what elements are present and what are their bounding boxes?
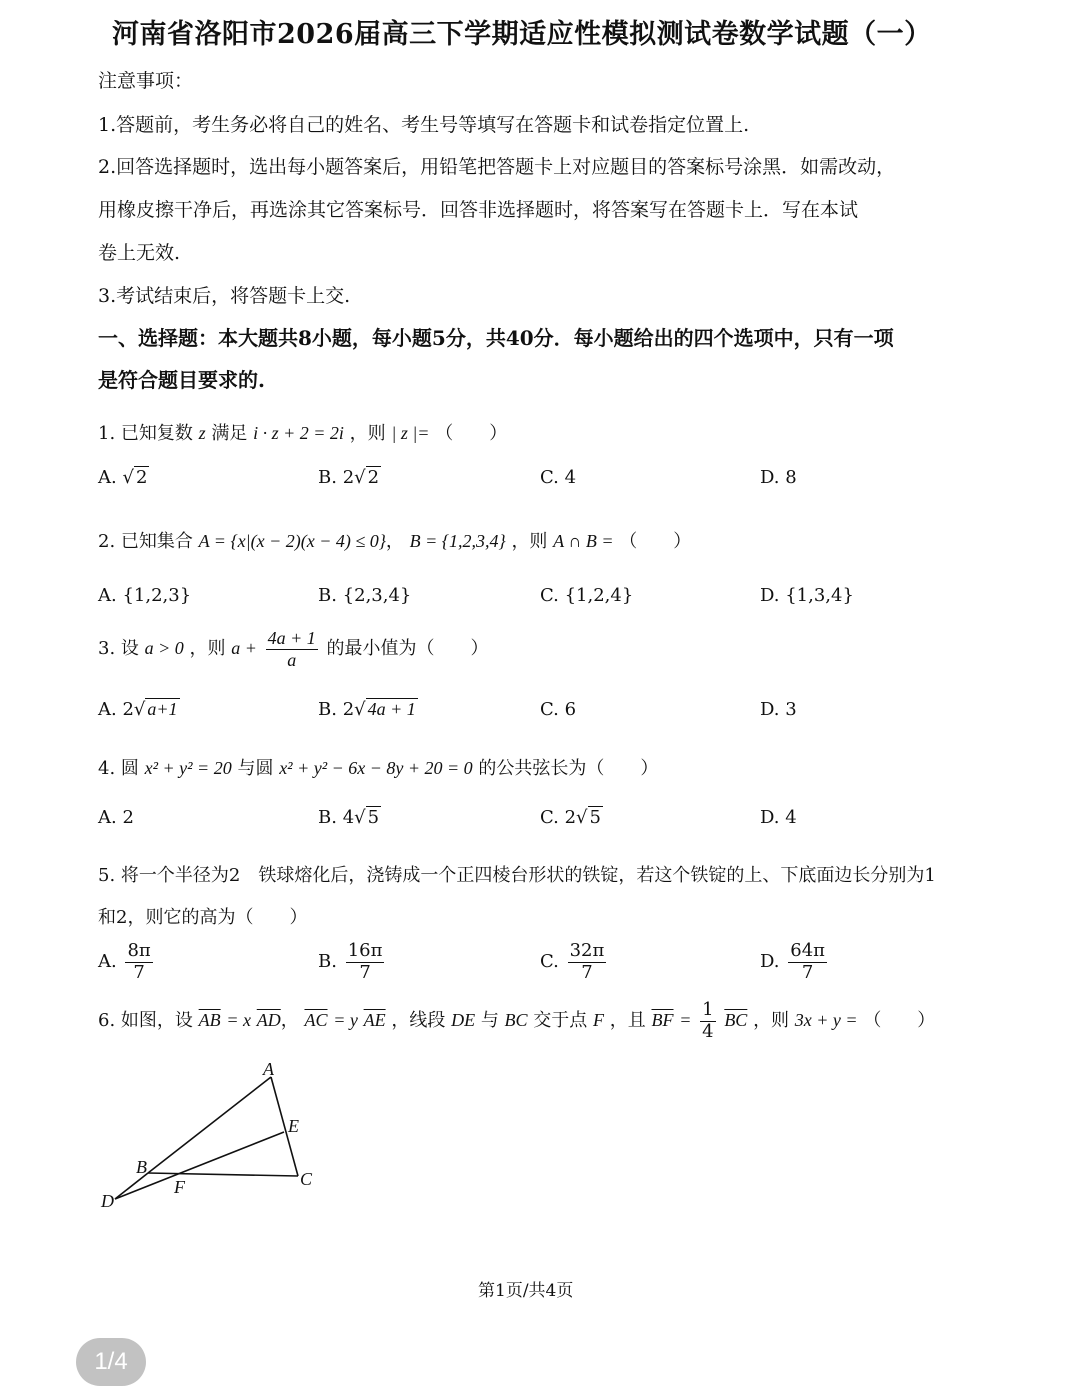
- q1-text-b: 满足: [211, 423, 248, 444]
- question-6: 6. 如图，设 $\overline{AB} = x$ $\overline{AD}$， $\overline{AC} = y$ $\overline{AE}$ ，线段 DE 与 BC 交于点 F ，且 $\overline{BF}$ = $\frac{1}{4}$ $\overline{BC}$ ，则 3x + y = （ ）: [98, 999, 936, 1042]
- note-2-line-1: 2.回答选择题时，选出每小题答案后，用铅笔把答题卡上对应题目的答案标号涂黑．如需改动，: [98, 156, 896, 178]
- q4-option-a: A. 2: [98, 807, 134, 828]
- question-1: [98, 419, 507, 445]
- q3-fraction: $\frac{4a + 1}{a}$: [267, 628, 316, 670]
- q5-option-a: A. $\frac{8\pi}{7}$: [98, 940, 151, 983]
- segment-AB: [148, 1077, 271, 1173]
- q5-option-b: B. $\frac{16\pi}{7}$: [318, 940, 383, 983]
- q1-paren: （ ）: [435, 423, 508, 444]
- triangle-figure: [90, 1055, 330, 1215]
- section-1-line-1: 一、选择题：本大题共8小题，每小题5分，共40分．每小题给出的四个选项中，只有一项: [98, 326, 894, 350]
- q4-circle-1: x² + y² = 20: [144, 758, 232, 778]
- label-C: C: [300, 1169, 313, 1189]
- q1-option-b: B. 2√ 2: [318, 467, 380, 488]
- q1-option-c: C. 4: [540, 467, 577, 488]
- q2-expr: A ∩ B =: [553, 531, 614, 551]
- label-D: D: [101, 1191, 114, 1211]
- q1-z: z: [198, 423, 206, 443]
- q4-option-b: B. 4√ 5: [318, 807, 380, 828]
- question-4: 4. 圆 x² + y² = 20 与圆 x² + y² − 6x − 8y + 20 = 0 的公共弦长为（ ）: [98, 758, 659, 779]
- q4-option-c: C. 2√ 5: [540, 807, 601, 828]
- question-5-line-1: 5. 将一个半径为2 铁球熔化后，浇铸成一个正四棱台形状的铁锭，若这个铁锭的上、下底面边长分别为1: [98, 865, 936, 886]
- segment-BC: [148, 1173, 298, 1176]
- q5-option-c: C. $\frac{32\pi}{7}$: [540, 940, 605, 983]
- section-1-line-2: 是符合题目要求的.: [98, 368, 265, 392]
- note-3: 3.考试结束后，将答题卡上交.: [98, 285, 351, 307]
- q1-text-a: 1. 已知复数: [98, 423, 193, 444]
- label-E: E: [288, 1116, 299, 1136]
- q3-option-d: D. 3: [760, 699, 797, 720]
- page-footer: 第1页/共4页: [478, 1281, 574, 1301]
- q2-option-b: B. {2,3,4}: [318, 585, 412, 606]
- note-2-line-2: 用橡皮擦干净后，再选涂其它答案标号．回答非选择题时，将答案写在答题卡上．写在本试: [98, 199, 859, 221]
- label-B: B: [136, 1157, 147, 1177]
- q2-option-c: C. {1,2,4}: [540, 585, 634, 606]
- q4-circle-2: x² + y² − 6x − 8y + 20 = 0: [279, 758, 473, 778]
- note-2-line-3: 卷上无效.: [98, 242, 181, 264]
- q4-option-d: D. 4: [760, 807, 797, 828]
- q3-option-b: B. 2√ 4a + 1: [318, 699, 416, 720]
- q1-option-a: A. √ 2: [98, 467, 148, 488]
- q2-option-a: A. {1,2,3}: [98, 585, 192, 606]
- q3-option-c: C. 6: [540, 699, 577, 720]
- question-3: 3. 设 a > 0 ，则 a + $\frac{4a + 1}{a}$ 的最小值为（ ）: [98, 628, 489, 670]
- q2-set-a: A = {x|(x − 2)(x − 4) ≤ 0}: [198, 531, 386, 551]
- q1-option-d: D. 8: [760, 467, 797, 488]
- q1-text-c: ，则: [349, 423, 386, 444]
- label-A: A: [263, 1059, 274, 1079]
- page-title: 河南省洛阳市2026届高三下学期适应性模拟测试卷数学试题（一）: [112, 19, 932, 50]
- question-2: 2. 已知集合 A = {x|(x − 2)(x − 4) ≤ 0}， B = {1,2,3,4} ，则 A ∩ B = （ ）: [98, 531, 692, 552]
- q1-equation: i · z + 2 = 2i: [253, 423, 344, 443]
- q2-option-d: D. {1,3,4}: [760, 585, 854, 606]
- q5-option-d: D. $\frac{64\pi}{7}$: [760, 940, 825, 983]
- note-1: 1.答题前，考生务必将自己的姓名、考生号等填写在答题卡和试卷指定位置上.: [98, 114, 750, 136]
- page-indicator[interactable]: 1/4: [76, 1338, 146, 1386]
- q1-abs: | z |=: [391, 423, 430, 443]
- label-F: F: [174, 1177, 185, 1197]
- notes-heading: 注意事项：: [98, 70, 194, 92]
- question-5-line-2: 和2，则它的高为（ ）: [98, 907, 308, 928]
- q3-option-a: A. 2√ a+1: [98, 699, 178, 720]
- q2-set-b: B = {1,2,3,4}: [409, 531, 506, 551]
